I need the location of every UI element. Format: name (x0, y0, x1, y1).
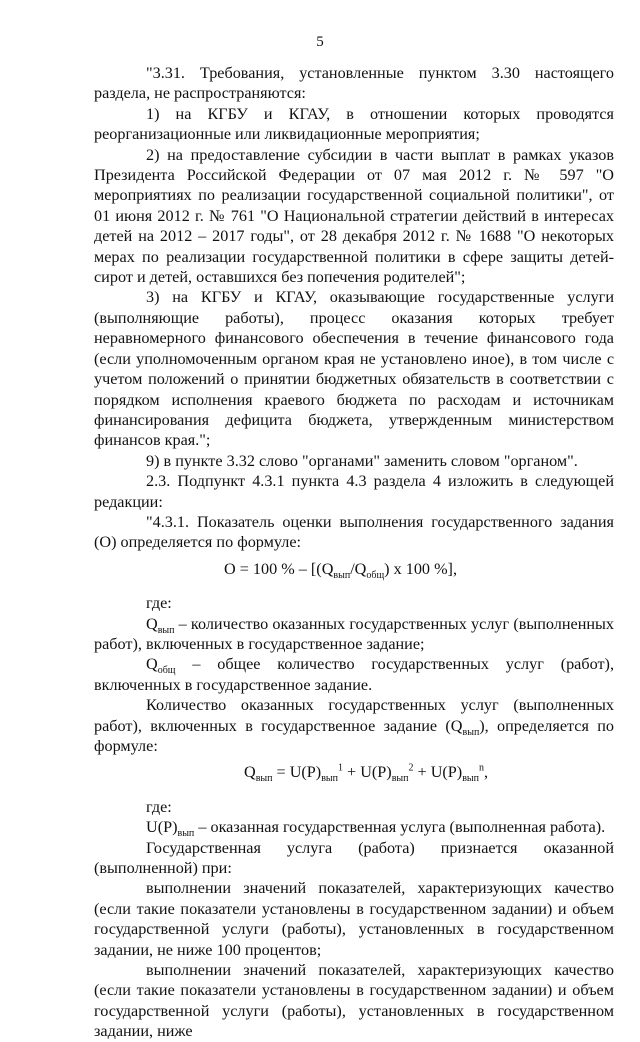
paragraph: где: (146, 594, 172, 613)
page-number: 5 (316, 34, 324, 50)
document-body (94, 63, 614, 1042)
paragraph: 1) на КГБУ и КГАУ, в отношении которых проводятся реорганизационные или ликвидационные мероприятия; (94, 104, 614, 144)
paragraph: выполнении значений показателей, характеризующих качество (если такие показатели установлены в государственном задании) и объем государственной услуги (работы), установленных в государственном задании, не ниже 100 процентов; (94, 879, 614, 959)
paragraph: "3.31. Требования, установленные пунктом 3.30 настоящего раздела, не распространяются: (94, 64, 614, 103)
definition-q-vyp: $Q_{вып}$ – количество оказанных государственных услуг (выполненных работ), включенных в государственное задание; (94, 614, 614, 653)
paragraph: 2.3. Подпункт 4.3.1 пункта 4.3 раздела 4 изложить в следующей редакции: (94, 472, 614, 511)
paragraph: 9) в пункте 3.32 слово "органами" заменить словом "органом". (146, 451, 578, 470)
definition-u-p: $U(P)_{вып}$ – оказанная государственная услуга (выполненная работа). (146, 818, 606, 840)
paragraph: выполнении значений показателей, характеризующих качество (если такие показатели установлены в государственном задании) и объем государственной услуги (работы), установленных в государственном задании, ниже (94, 961, 614, 1041)
paragraph: "4.3.1. Показатель оценки выполнения государственного задания (О) определяется по формуле: (94, 512, 614, 552)
formula-assessment: О = 100 % – [$(Q_{вып}/Q_{общ})$ х 100 %], (224, 559, 457, 581)
formula-quantity: $Q_{вып} = U(P)_{вып}^1 + U(P)_{вып}^2 + U(P)_{вып}^n$, (244, 763, 489, 785)
paragraph: 3) на КГБУ и КГАУ, оказывающие государственные услуги (выполняющие работы), процесс оказания которых требует неравномерного финансового обеспечения в течение финансового года (если уполномоченным органом края не установлено иное), в том числе с учетом положений о принятии бюджетных обязательств в соответствии с порядком исполнения краевого бюджета по расходам и источникам финансирования дефицита бюджета, утвержденным министерством финансов края."; (94, 288, 614, 450)
paragraph: Количество оказанных государственных услуг (выполненных работ), включенных в государственное задание $(Q_{вып})$, определяется по формуле: (94, 696, 614, 755)
definition-q-obsh: $Q_{общ}$ – общее количество государственных услуг (работ), включенных в государственное задание. (94, 655, 614, 694)
paragraph: 2) на предоставление субсидии в части выплат в рамках указов Президента Российской Федерации от 07 мая 2012 г. № 597 "О мероприятиях по реализации государственной социальной политики", от 01 июня 2012 г. № 761 "О Национальной стратегии действий в интересах детей на 2012 – 2017 годы", от 28 декабря 2012 г. № 1688 "О некоторых мерах по реализации государственной политики в сфере защиты детей-сирот и детей, оставшихся без попечения родителей"; (94, 145, 614, 287)
paragraph: Государственная услуга (работа) признается оказанной (выполненной) при: (94, 838, 614, 878)
paragraph: где: (146, 797, 172, 816)
